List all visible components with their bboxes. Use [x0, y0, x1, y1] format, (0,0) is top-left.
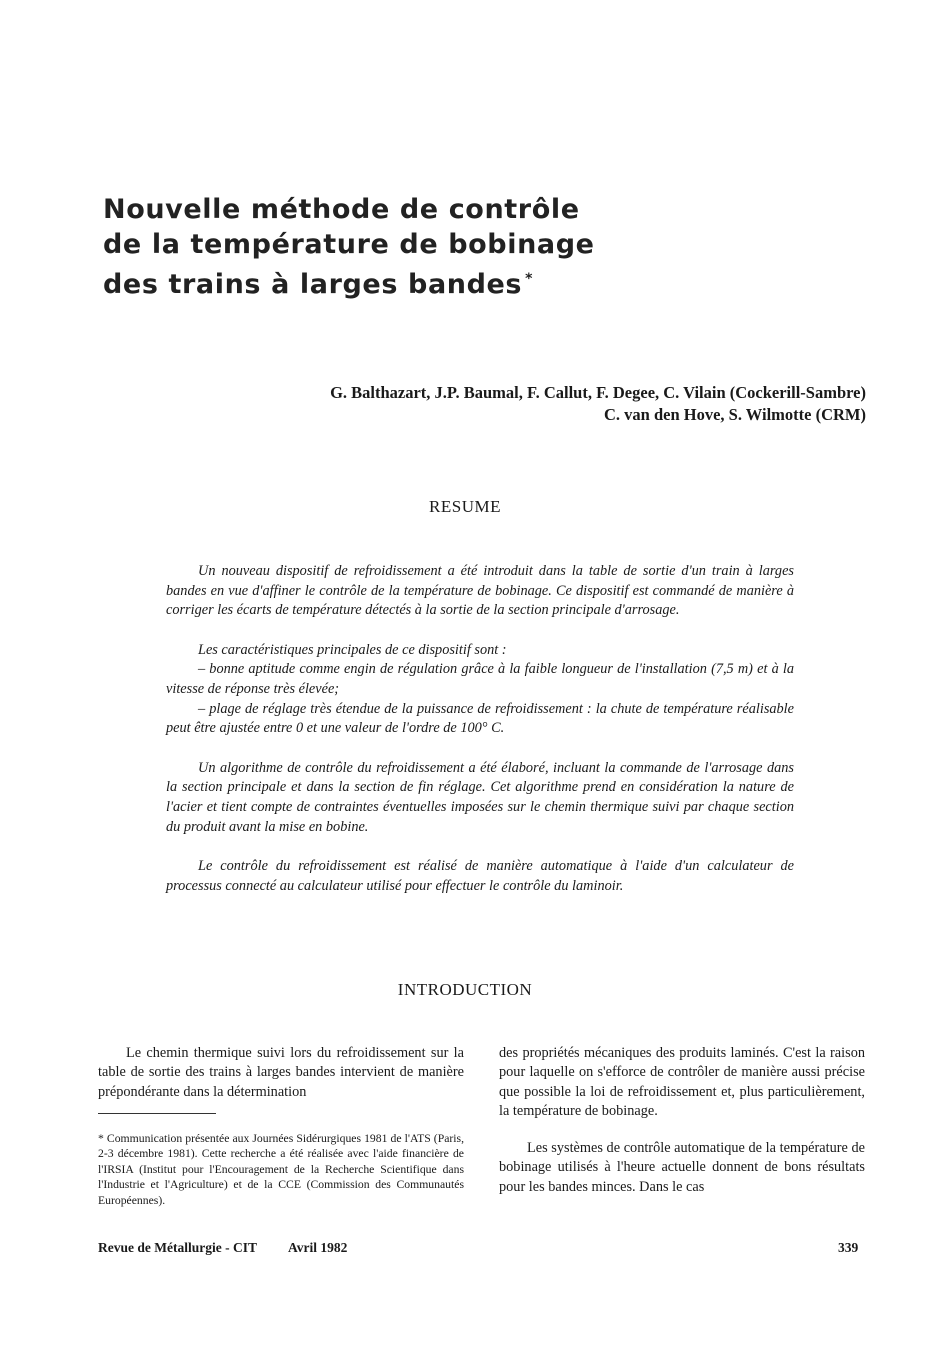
- issue-date: Avril 1982: [288, 1240, 348, 1255]
- resume-paragraph-3: Un algorithme de contrôle du refroidissement a été élaboré, incluant la commande de l'arrosage dans la section principale et dans la section de fin réglage. Cet algorithme prend en considération la nature de l'acier et tient compte de contraintes éventuelles imposées sur le chemin thermique suivi par chaque section du produit avant la mise en bobine.: [166, 759, 794, 835]
- authors-line-1: G. Balthazart, J.P. Baumal, F. Callut, F. Degee, C. Vilain (Cockerill-Sambre): [330, 383, 866, 402]
- title-line-3: [103, 262, 663, 302]
- footnote-divider: [98, 1113, 216, 1114]
- page-number: 339: [838, 1240, 859, 1255]
- left-column: [98, 1044, 464, 1102]
- resume-abstract: [166, 562, 794, 916]
- right-column: [499, 1044, 865, 1197]
- resume-paragraph-2: [166, 641, 794, 739]
- footnote: * Communication présentée aux Journées Sidérurgiques 1981 de l'ATS (Paris, 2-3 décembre 1981). Cette recherche a été réalisée avec l'aide financière de l'IRSIA (Institut pour l'Encouragement de la Recherche Scientifique dans l'Industrie et l'Agriculture) et de la CCE (Commission des Communautés Européennes).: [98, 1132, 464, 1207]
- intro-right-paragraph-2: Les systèmes de contrôle automatique de la température de bobinage utilisés à l'heure actuelle donnent de bons résultats pour les bandes minces. Dans le cas: [499, 1140, 865, 1195]
- title-line-2: de la température de bobinage: [103, 229, 595, 260]
- title-line-3-text: des trains à larges bandes: [103, 269, 523, 300]
- resume-paragraph-4: Le contrôle du refroidissement est réalisé de manière automatique à l'aide d'un calculateur de processus connecté au calculateur utilisé pour effectuer le contrôle du laminoir.: [166, 858, 794, 894]
- resume-heading: RESUME: [429, 497, 501, 516]
- title-footnote-mark: *: [525, 271, 534, 287]
- title-line-1: Nouvelle méthode de contrôle: [103, 194, 580, 225]
- resume-list-item-1: – bonne aptitude comme engin de régulation grâce à la faible longueur de l'installation (7,5 m) et à la vitesse de réponse très élevée;: [166, 661, 794, 697]
- resume-paragraph-1: Un nouveau dispositif de refroidissement a été introduit dans la table de sortie d'un train à larges bandes en vue d'affiner le contrôle de la température de bobinage. Ce dispositif est commandé de manière à corriger les écarts de température détectés à la sortie de la section principale d'arrosage.: [166, 563, 794, 619]
- journal-name: Revue de Métallurgie - CIT: [98, 1240, 257, 1255]
- authors-line-2: C. van den Hove, S. Wilmotte (CRM): [603, 405, 866, 424]
- intro-left-paragraph: Le chemin thermique suivi lors du refroidissement sur la table de sortie des trains à larges bandes intervient de manière prépondérante dans la détermination: [98, 1045, 464, 1100]
- resume-list-item-2: – plage de réglage très étendue de la puissance de refroidissement : la chute de température réalisable peut être ajustée entre 0 et une valeur de l'ordre de 100° C.: [166, 700, 794, 737]
- introduction-heading: INTRODUCTION: [397, 980, 533, 999]
- resume-list-intro: Les caractéristiques principales de ce dispositif sont :: [198, 641, 507, 658]
- author-list: [270, 382, 866, 426]
- article-title: [103, 192, 663, 302]
- intro-right-paragraph-1: des propriétés mécaniques des produits laminés. C'est la raison pour laquelle on s'efforce de contrôler de manière aussi précise que possible la loi de refroidissement et, plus particulièrement, la température de bobinage.: [499, 1045, 865, 1119]
